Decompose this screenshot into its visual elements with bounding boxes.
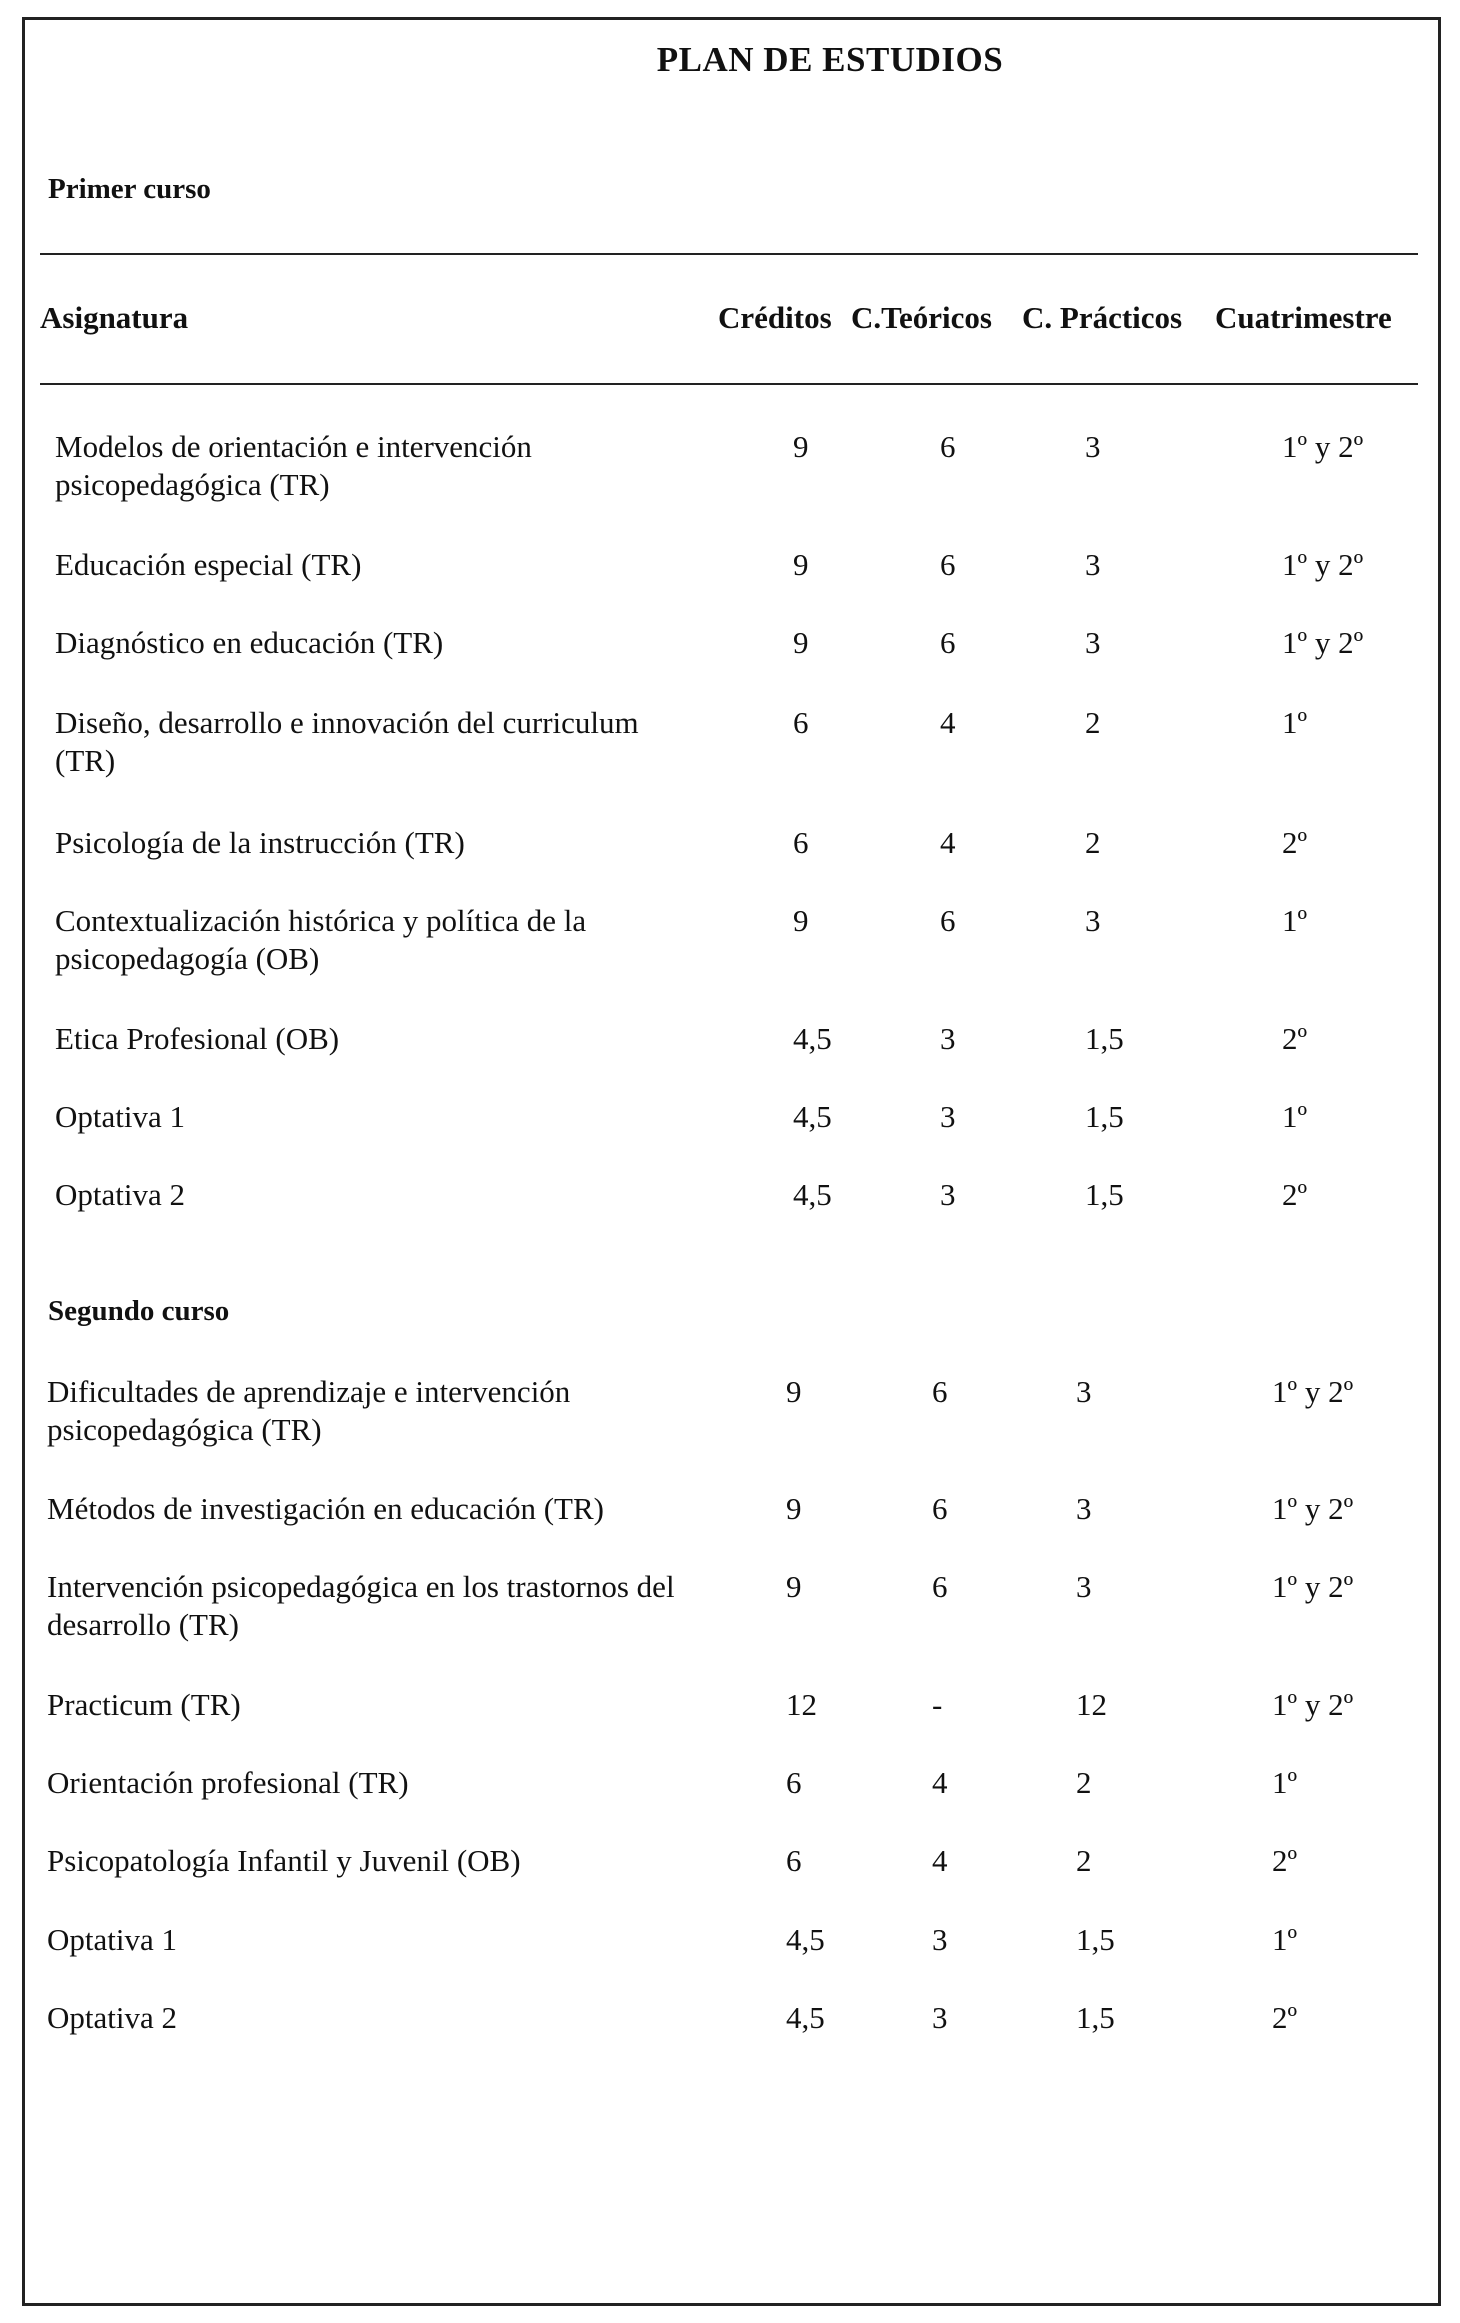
practicos-cell: 3 [1076, 1374, 1092, 1409]
cuatrimestre-cell: 1º y 2º [1272, 1569, 1354, 1604]
column-header-teoricos: C.Teóricos [851, 300, 992, 335]
teoricos-cell: 4 [932, 1843, 948, 1878]
creditos-cell: 12 [786, 1687, 817, 1722]
page-title: PLAN DE ESTUDIOS [656, 40, 1004, 79]
creditos-cell: 9 [793, 429, 809, 464]
cuatrimestre-cell: 1º [1282, 1099, 1308, 1134]
cuatrimestre-cell: 1º y 2º [1272, 1491, 1354, 1526]
cuatrimestre-cell: 1º y 2º [1272, 1374, 1354, 1409]
creditos-cell: 9 [793, 903, 809, 938]
practicos-cell: 3 [1085, 903, 1101, 938]
practicos-cell: 1,5 [1085, 1099, 1124, 1134]
section-heading-segundo-curso: Segundo curso [48, 1295, 230, 1327]
practicos-cell: 2 [1085, 825, 1101, 860]
teoricos-cell: 4 [940, 825, 956, 860]
creditos-cell: 4,5 [793, 1021, 832, 1056]
practicos-cell: 2 [1076, 1765, 1092, 1800]
page-frame [22, 17, 1441, 2306]
cuatrimestre-cell: 2º [1282, 825, 1308, 860]
subject-cell: Educación especial (TR) [55, 547, 362, 582]
teoricos-cell: 3 [940, 1099, 956, 1134]
subject-cell: Métodos de investigación en educación (TR) [47, 1491, 604, 1526]
practicos-cell: 1,5 [1076, 1922, 1115, 1957]
teoricos-cell: - [932, 1687, 943, 1722]
practicos-cell: 3 [1085, 625, 1101, 660]
creditos-cell: 9 [793, 547, 809, 582]
practicos-cell: 3 [1085, 429, 1101, 464]
practicos-cell: 1,5 [1076, 2000, 1115, 2035]
column-header-creditos: Créditos [718, 300, 832, 335]
cuatrimestre-cell: 1º [1272, 1765, 1298, 1800]
practicos-cell: 2 [1085, 705, 1101, 740]
cuatrimestre-cell: 1º [1282, 903, 1308, 938]
cuatrimestre-cell: 1º [1282, 705, 1308, 740]
subject-cell: Practicum (TR) [47, 1687, 241, 1722]
creditos-cell: 6 [793, 825, 809, 860]
teoricos-cell: 6 [932, 1374, 948, 1409]
subject-cell: Psicología de la instrucción (TR) [55, 825, 465, 860]
creditos-cell: 4,5 [786, 2000, 825, 2035]
teoricos-cell: 6 [940, 547, 956, 582]
subject-cell: Etica Profesional (OB) [55, 1021, 340, 1056]
subject-cell: Optativa 1 [47, 1922, 177, 1957]
teoricos-cell: 3 [932, 2000, 948, 2035]
cuatrimestre-cell: 1º y 2º [1282, 429, 1364, 464]
practicos-cell: 3 [1076, 1569, 1092, 1604]
cuatrimestre-cell: 1º [1272, 1922, 1298, 1957]
practicos-cell: 2 [1076, 1843, 1092, 1878]
subject-cell: Psicopatología Infantil y Juvenil (OB) [47, 1843, 521, 1878]
teoricos-cell: 6 [940, 625, 956, 660]
column-header-practicos: C. Prácticos [1022, 300, 1183, 335]
teoricos-cell: 6 [940, 903, 956, 938]
subject-cell: Optativa 2 [55, 1177, 185, 1212]
cuatrimestre-cell: 1º y 2º [1282, 547, 1364, 582]
teoricos-cell: 6 [940, 429, 956, 464]
cuatrimestre-cell: 1º y 2º [1282, 625, 1364, 660]
cuatrimestre-cell: 2º [1282, 1177, 1308, 1212]
subject-cell: Diagnóstico en educación (TR) [55, 625, 444, 660]
creditos-cell: 9 [786, 1374, 802, 1409]
cuatrimestre-cell: 2º [1282, 1021, 1308, 1056]
cuatrimestre-cell: 2º [1272, 1843, 1298, 1878]
creditos-cell: 4,5 [786, 1922, 825, 1957]
creditos-cell: 9 [786, 1491, 802, 1526]
subject-cell: Contextualización histórica y política de la psicopedagogía (OB) [55, 903, 587, 976]
subject-cell: Dificultades de aprendizaje e intervención psicopedagógica (TR) [47, 1374, 571, 1447]
section-heading-primer-curso: Primer curso [48, 173, 211, 205]
subject-cell: Optativa 1 [55, 1099, 185, 1134]
subject-cell: Optativa 2 [47, 2000, 177, 2035]
column-header-asignatura: Asignatura [40, 300, 189, 335]
cuatrimestre-cell: 2º [1272, 2000, 1298, 2035]
teoricos-cell: 4 [940, 705, 956, 740]
practicos-cell: 1,5 [1085, 1177, 1124, 1212]
subject-cell: Orientación profesional (TR) [47, 1765, 409, 1800]
teoricos-cell: 6 [932, 1569, 948, 1604]
header-top-rule [40, 253, 1418, 255]
teoricos-cell: 6 [932, 1491, 948, 1526]
teoricos-cell: 3 [940, 1177, 956, 1212]
teoricos-cell: 3 [940, 1021, 956, 1056]
column-header-cuatrimestre: Cuatrimestre [1215, 300, 1392, 335]
subject-cell: Diseño, desarrollo e innovación del curriculum (TR) [55, 705, 639, 778]
practicos-cell: 12 [1076, 1687, 1107, 1722]
subject-cell: Intervención psicopedagógica en los trastornos del desarrollo (TR) [47, 1569, 675, 1642]
creditos-cell: 6 [786, 1843, 802, 1878]
practicos-cell: 3 [1085, 547, 1101, 582]
creditos-cell: 6 [793, 705, 809, 740]
teoricos-cell: 3 [932, 1922, 948, 1957]
creditos-cell: 4,5 [793, 1099, 832, 1134]
creditos-cell: 9 [786, 1569, 802, 1604]
creditos-cell: 9 [793, 625, 809, 660]
practicos-cell: 3 [1076, 1491, 1092, 1526]
creditos-cell: 6 [786, 1765, 802, 1800]
practicos-cell: 1,5 [1085, 1021, 1124, 1056]
subject-cell: Modelos de orientación e intervención psicopedagógica (TR) [55, 429, 532, 502]
header-bottom-rule [40, 383, 1418, 385]
teoricos-cell: 4 [932, 1765, 948, 1800]
cuatrimestre-cell: 1º y 2º [1272, 1687, 1354, 1722]
creditos-cell: 4,5 [793, 1177, 832, 1212]
